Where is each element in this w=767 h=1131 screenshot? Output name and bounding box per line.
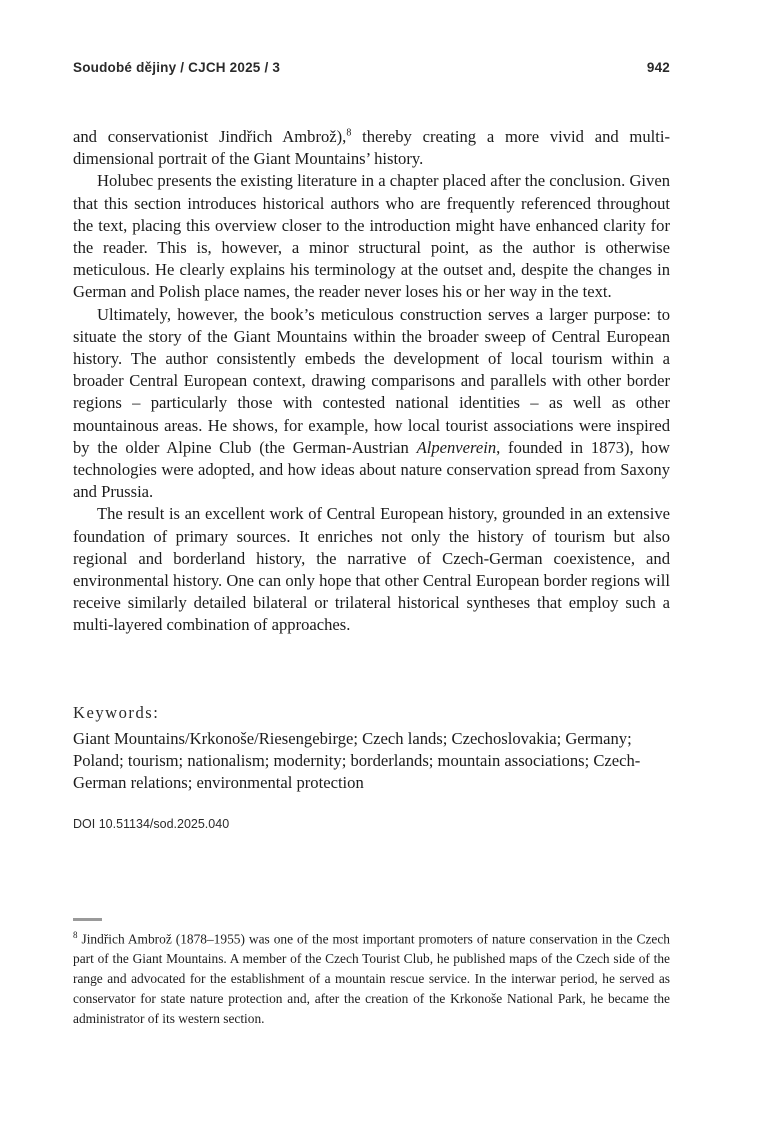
paragraph-2: Holubec presents the existing literature in a chapter placed after the conclusion. Given that this section introduces historical authors who are frequently referenced throughout the text, placing this overview closer to the introduction might have enhanced clarity for the reader. This is, however, a minor structural point, as the author is otherwise meticulous. He clearly explains his terminology at the outset and, despite the changes in German and Polish place names, the reader never loses his or her way in the text. (73, 171, 670, 302)
page-number: 942 (646, 60, 670, 75)
keywords-heading: Keywords: (73, 703, 160, 722)
footnote-text: Jindřich Ambrož (1878–1955) was one of the most important promoters of nature conservation in the Czech part of the Giant Mountains. A member of the Czech Tourist Club, he published maps of the Czech side of the range and advocated for the establishment of a mountain rescue service. In the interwar period, he served as conservator for state nature protection and, after the creation of the Krkonoše National Park, he became the administrator of its western section. (73, 931, 670, 1026)
doi-link[interactable]: DOI 10.51134/sod.2025.040 (73, 817, 230, 831)
footnote-ref-8[interactable]: 8 (346, 127, 352, 139)
keywords-list: Giant Mountains/Krkonoše/Riesengebirge; Czech lands; Czechoslovakia; Germany; Poland; tourism; nationalism; modernity; borderlands; mountain associations; Czech-German relations; environmental protection (73, 729, 641, 793)
paragraph-1 (73, 126, 670, 170)
paragraph-1-text-b: thereby creating a more vivid and multi-dimensional portrait of the Giant Mountains’ history. (73, 127, 670, 169)
footnote-8 (73, 926, 670, 1028)
journal-title: Soudobé dějiny / CJCH 2025 / 3 (73, 60, 281, 75)
running-header (73, 60, 670, 75)
paragraph-3-text-a: Ultimately, however, the book’s meticulous construction serves a larger purpose: to situate the story of the Giant Mountains within the broader sweep of Central European history. The author consistently embeds the development of local tourism within a broader Central European context, drawing comparisons and parallels with other border regions – particularly those with contested national identities – as well as other mountainous areas. He shows, for example, how local tourist associations were inspired by the older Alpine Club (the German-Austrian (73, 304, 670, 457)
footnote-divider (73, 918, 102, 921)
body-text (73, 126, 670, 637)
paragraph-4: The result is an excellent work of Central European history, grounded in an extensive foundation of primary sources. It enriches not only the history of tourism but also regional and borderland history, the narrative of Czech-German coexistence, and environmental history. One can only hope that other Central European border regions will receive similarly detailed bilateral or trilateral historical syntheses that employ such a multi-layered combination of approaches. (73, 504, 670, 635)
paragraph-3 (73, 304, 670, 504)
footnote-number: 8 (73, 930, 78, 940)
paragraph-3-text-b: , founded in 1873), how technologies were adopted, and how ideas about nature conservation spread from Saxony and Prussia. (73, 437, 670, 502)
paragraph-3-italic: Alpenverein (416, 437, 497, 457)
paragraph-1-text-a: and conservationist Jindřich Ambrož), (73, 127, 347, 146)
